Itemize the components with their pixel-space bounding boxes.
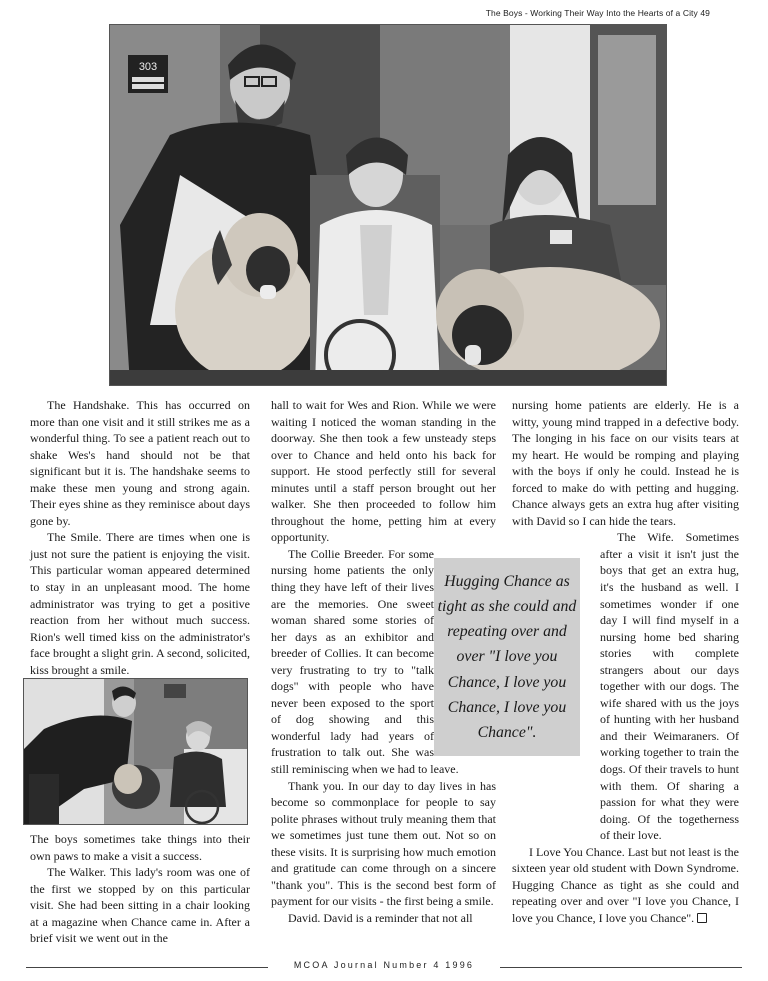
col2-para-thankyou: Thank you. In our day to day lives in has become so commonplace for people to say polite phrases without truly meaning them that we sometimes just tune them out. Not so on these visits. It is surprising how much emotion and gratitude can come through on a sincere "thank you". This is the second best form of payment for our visits - the first being a smile.	[271, 778, 496, 909]
col3-para-david-cont: nursing home patients are elderly. He is a witty, young mind trapped in a defective body. The longing in his face on our visits tears at my heart. He would be romping and playing with the boys if only he could. Instead he is forced to make do with petting and hugging. Chance always gets an extra hug after visiting with David so I can hide the tears.	[512, 398, 739, 528]
top-photo-image	[110, 25, 666, 385]
pull-quote-text: Hugging Chance as tight as she could and repeating over and over "I love you Chance, I love you Chance, I love you Chance".	[437, 572, 577, 741]
col1-para-smile: The Smile. There are times when one is just not sure the patient is enjoying the visit. This particular woman appeared determined to stay in an unpleasant mood. The home administrator was trying to get a positive reaction from her without much success. Rion's well timed kiss on the administrator's face brought a slight grin. A second, solicited, kiss brought a smile.	[30, 530, 250, 677]
footer-text: MCOA Journal Number 4 1996	[293, 960, 475, 970]
column-1	[30, 397, 250, 678]
pullquote-spacer-col3	[512, 529, 600, 827]
col2-para-walker-cont: hall to wait for Wes and Rion. While we were waiting I noticed the woman standing in the doorway. She then took a few unsteady steps over to Chance and held onto his back for support. He stood perfectly still for several minutes until a staff person brought out her walker. She then proceeded to follow him throughout the home, petting him at every opportunity.	[271, 398, 496, 545]
footer-rule-right	[500, 967, 742, 968]
column-1-lower	[30, 831, 250, 947]
end-mark-icon	[697, 913, 707, 923]
room-number: 303	[138, 61, 158, 73]
footer-rule-left	[26, 967, 268, 968]
small-photo-image	[24, 679, 247, 824]
col2-para-collie: The Collie Breeder. For some nursing home patients the only thing they have left of their lives are the memories. One sweet woman shared some stories of her days as an exhibitor and breeder of Collies. It can become very frustrating to try to "talk dogs" with people who have never been exposed to the sport of dog showing and this wonderful lady had years of frustration to talk out. She was still reminiscing when we had to leave.	[271, 546, 459, 777]
col1-para-handshake: The Handshake. This has occurred on more than one visit and it still strikes me as a wonderful thing. To see a patient reach out to shake Wes's hand should not be that significant but it is. The handshake seems to make these men young and strong again. Their eyes shine as they reminisce about days gone by.	[30, 398, 250, 528]
small-photo-caption: The boys sometimes take things into their own paws to make a visit a success.	[30, 832, 250, 863]
small-photo	[23, 678, 248, 825]
col3-para-wife: The Wife. Sometimes after a visit it isn't just the boys that get an extra hug, it's the husband as well. I sometimes wonder if one day I will find myself in a nursing home bed sharing stories with complete strangers about our days together with our dogs. The wife shared with us the joys of hunting with her husband and their Weimaraners. Of working together to train the dogs. Of their travels to hunt with them. Of sharing a passion for what they were doing. Of the togetherness of their love.	[600, 530, 739, 843]
col2-para-david: David. David is a reminder that not all	[288, 910, 473, 925]
col1-para-walker: The Walker. This lady's room was one of the first we stopped by on this particular visit. She had been sitting in a chair looking at a magazine when Chance came in. After a brief visit we went out in the	[30, 865, 250, 946]
col3-para-loveyou-text: I Love You Chance. Last but not least is the sixteen year old student with Down Syndrome. Hugging Chance as tight as she could and repeating over and over "I love you Chance, I love you Chance, I love you Chance".	[512, 844, 739, 925]
running-head: The Boys - Working Their Way Into the Hearts of a City 49	[485, 8, 710, 18]
top-photo	[109, 24, 667, 386]
column-3	[512, 397, 739, 927]
col3-para-loveyou	[512, 844, 739, 927]
